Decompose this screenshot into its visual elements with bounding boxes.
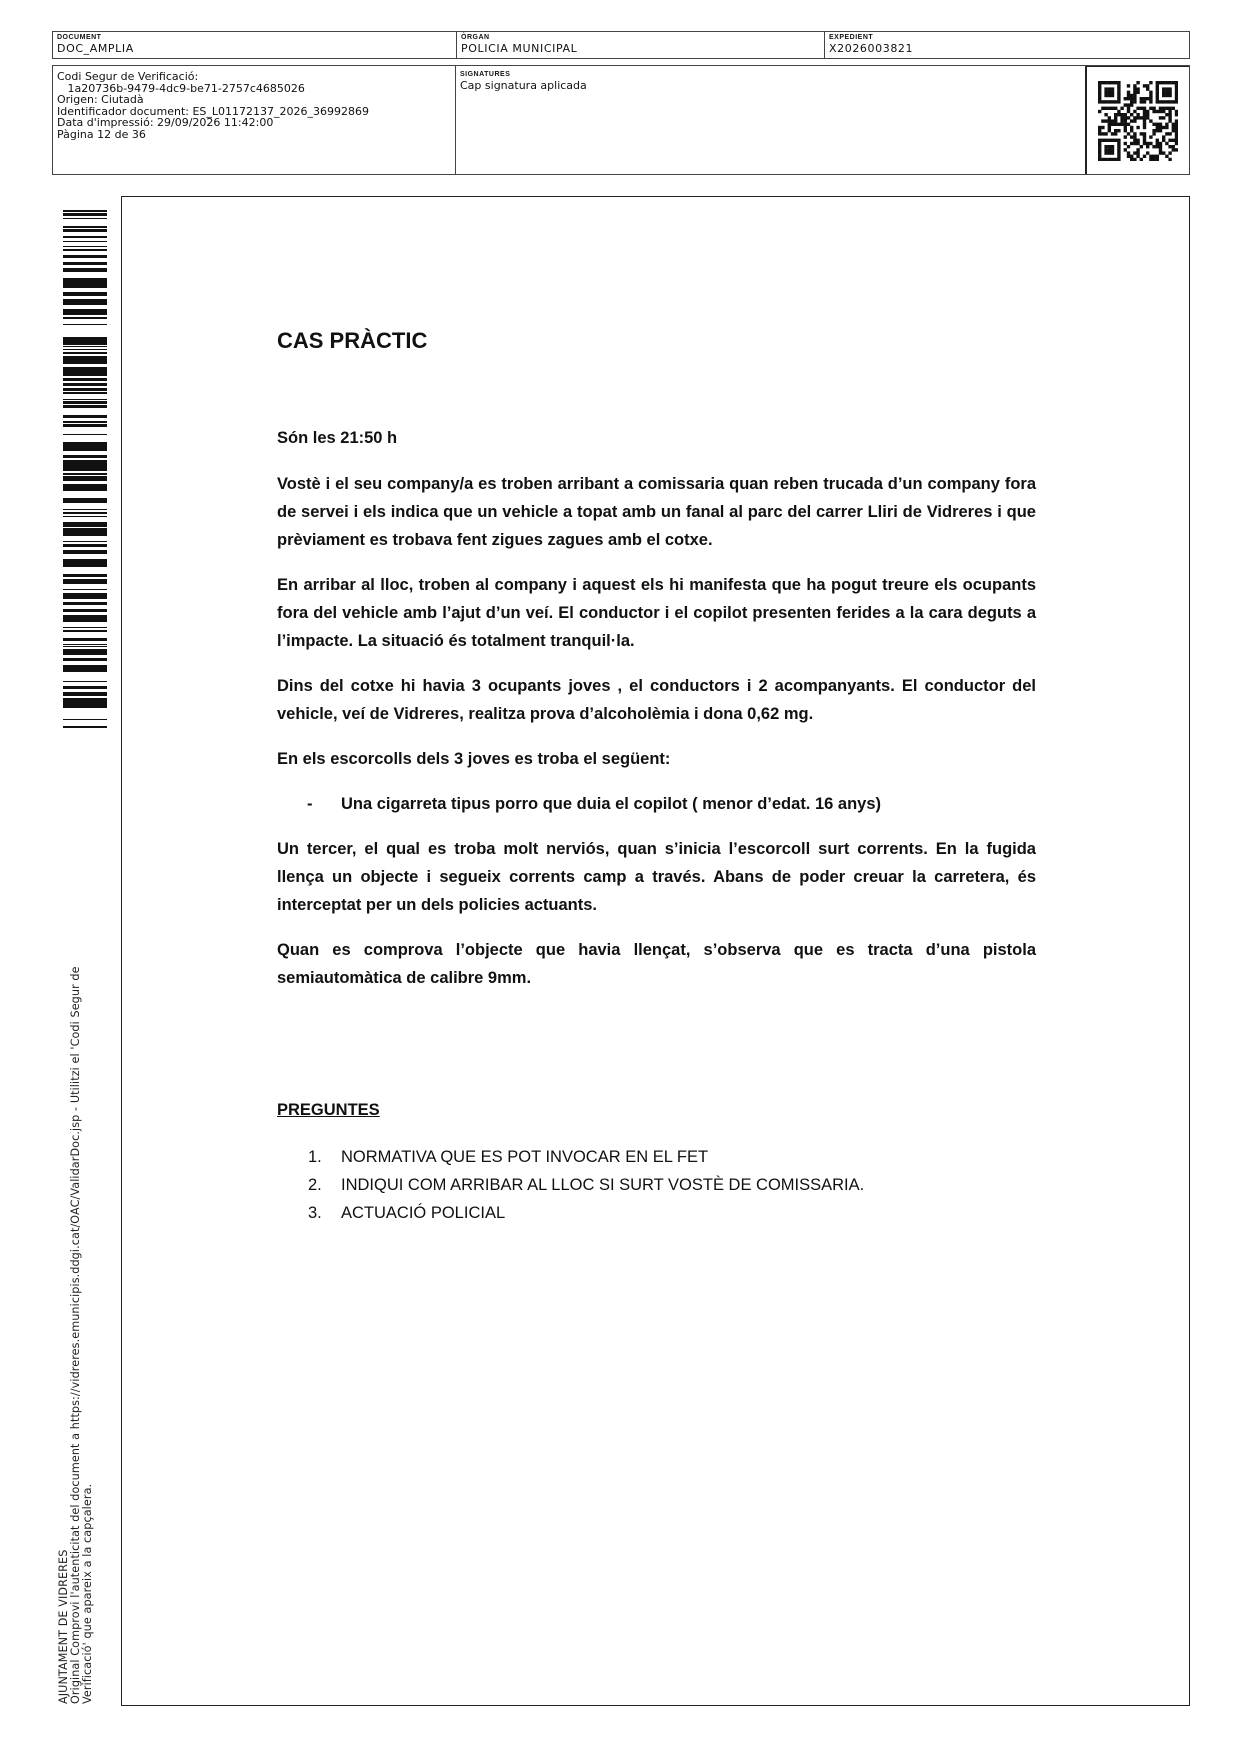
document-cell [53,32,457,58]
meta-line: Codi Segur de Verificació: [57,70,199,83]
paragraph: Vostè i el seu company/a es troben arribant a comissaria quan reben trucada d’un company fora de servei i els indica que un vehicle a topat amb un fanal al parc del carrer Lliri de Vidreres i que prèviament es trobava fent zigues zagues amb el cotxe. [277,475,1036,549]
meta-line: 1a20736b-9479-4dc9-be71-2757c4685026 [57,81,305,95]
paragraph: Un tercer, el qual es troba molt nerviós, quan s’inicia l’escorcoll surt corrents. En la fugida llença un objecte i segueix corrents camp a través. Abans de poder creuar la carretera, és interceptat per un dels policies actuants. [277,840,1036,914]
document-header [52,31,1190,59]
paragraph: Quan es comprova l’objecte que havia llençat, s’observa que es tracta d’una pistola semiautomàtica de calibre 9mm. [277,941,1036,987]
organ-value: POLICIA MUNICIPAL [461,42,578,55]
verification-meta [53,66,456,174]
paragraph: Dins del cotxe hi havia 3 ocupants joves , el conductors i 2 acompanyants. El conductor del vehicle, veí de Vidreres, realitza prova d’alcoholèmia i dona 0,62 mg. [277,677,1036,723]
questions-list [308,1143,864,1227]
expedient-cell [825,32,1189,58]
side-line: Verificació' que apareix a la capçalera. [81,1483,94,1704]
expedient-value: X2026003821 [829,42,914,55]
question-item: 1. NORMATIVA QUE ES POT INVOCAR EN EL FET [308,1148,709,1166]
paragraph: En els escorcolls dels 3 joves es troba el següent: [277,750,671,768]
question-item: 2. INDIQUI COM ARRIBAR AL LLOC SI SURT VOSTÈ DE COMISSARIA. [308,1176,865,1194]
side-line: AJUNTAMENT DE VIDRERES [57,1549,70,1704]
dash-bullet: - [307,795,313,813]
signatures-label: SIGNATURES [460,71,511,78]
expedient-label: EXPEDIENT [829,34,874,41]
side-line: Original Comprovi l'autenticitat del document a https://vidreres.emunicipis.ddgi.cat/OAC/ValidarDoc.jsp - Utilitzi el 'Codi Segur de [69,966,82,1704]
qr-code-box [1085,66,1189,174]
page-title: CAS PRÀCTIC [277,328,428,353]
paragraph: En arribar al lloc, troben al company i aquest els hi manifesta que ha pogut treure els ocupants fora del vehicle amb l’ajut d’un veí. El conductor i el copilot presenten ferides a la cara deguts a l’impacte. La situació és totalment tranquil·la. [277,576,1036,650]
signatures-value: Cap signatura aplicada [460,79,587,92]
document-label: DOCUMENT [57,34,102,41]
list-item [307,790,881,818]
time-line: Són les 21:50 h [277,429,398,447]
verification-header [52,65,1190,175]
meta-line: Identificador document: ES_L01172137_2026_36992869 [57,104,370,118]
list-item-text: Una cigarreta tipus porro que duia el copilot ( menor d’edat. 16 anys) [341,795,882,813]
meta-line: Origen: Ciutadà [57,93,144,106]
organ-label: ÒRGAN [461,34,490,41]
meta-line: Data d'impressió: 29/09/2026 11:42:00 [57,116,274,129]
meta-line: Pàgina 12 de 36 [57,127,146,141]
side-verification-text [58,964,94,1704]
organ-cell [457,32,825,58]
question-item: 3. ACTUACIÓ POLICIAL [308,1204,506,1222]
signatures-cell [456,66,1085,174]
qr-code-icon [1098,81,1178,161]
barcode-icon [63,210,107,728]
questions-heading: PREGUNTES [277,1101,380,1119]
document-value: DOC_AMPLIA [57,42,134,55]
